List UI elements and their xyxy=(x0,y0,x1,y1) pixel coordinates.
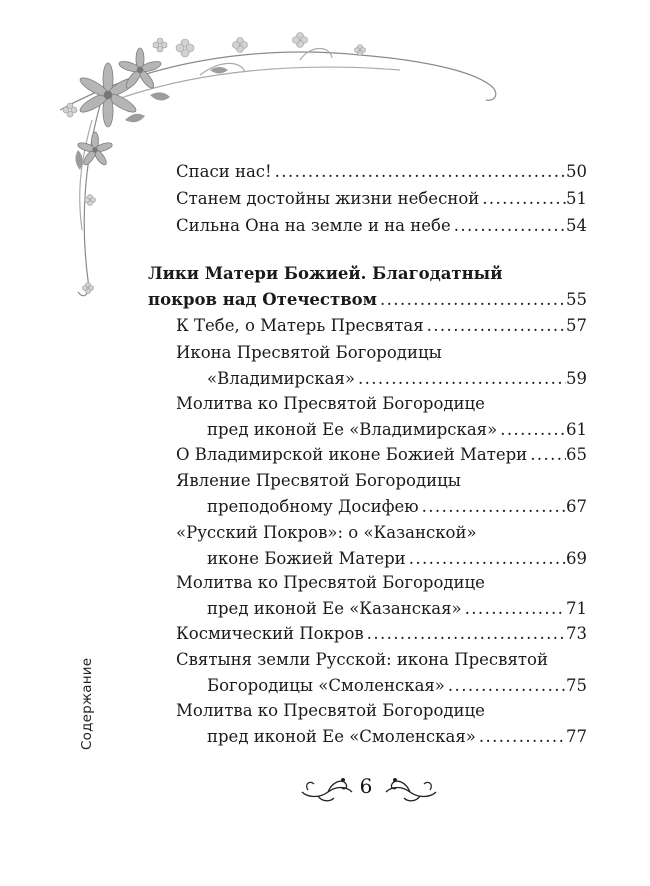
toc-entry-title-cont: Богородицы «Смоленская» xyxy=(207,675,445,695)
toc-entry-title-cont: иконе Божией Матери xyxy=(207,548,406,568)
right-flourish-icon xyxy=(380,768,440,808)
toc-entry-line xyxy=(176,570,587,596)
toc-entry[interactable] xyxy=(176,442,587,468)
dot-leader xyxy=(451,213,566,239)
toc-entry-line xyxy=(176,340,587,366)
toc-entry-line xyxy=(176,186,587,212)
toc-page-number: 54 xyxy=(566,216,587,235)
toc-page-number: 50 xyxy=(566,162,587,181)
toc-entry[interactable] xyxy=(176,698,587,749)
toc-entry-line xyxy=(176,468,587,494)
dot-leader xyxy=(355,366,566,392)
toc-entry-line xyxy=(176,520,587,546)
toc-entry-title-cont: пред иконой Ее «Казанская» xyxy=(207,598,462,618)
toc-entry-title: Молитва ко Пресвятой Богородице xyxy=(176,573,485,592)
toc-entry-line xyxy=(148,261,587,287)
toc-page-number: 71 xyxy=(566,598,587,618)
toc-entry-line xyxy=(176,391,587,417)
toc-entry-line xyxy=(176,647,587,673)
dot-leader xyxy=(364,621,566,647)
dot-leader xyxy=(424,313,566,339)
toc-page-number: 69 xyxy=(566,548,587,568)
toc-entry[interactable] xyxy=(176,186,587,212)
toc-entry-title: Станем достойны жизни небесной xyxy=(176,189,480,208)
toc-entry-title: Спаси нас! xyxy=(176,162,272,181)
toc-page-number: 65 xyxy=(566,445,587,464)
toc-entry-title: К Тебе, о Матерь Пресвятая xyxy=(176,316,424,335)
toc-page-number: 51 xyxy=(566,189,587,208)
toc-section-title: Лики Матери Божией. Благодатный xyxy=(148,264,503,283)
toc-entry-title-cont: «Владимирская» xyxy=(207,368,355,388)
toc-entry-line xyxy=(176,494,587,520)
toc-page-number: 55 xyxy=(566,289,587,309)
toc-entry-line xyxy=(176,159,587,185)
dot-leader xyxy=(497,417,566,443)
toc-entry-line xyxy=(176,366,587,392)
toc-page-number: 59 xyxy=(566,368,587,388)
toc-entry-title-cont: преподобному Досифею xyxy=(207,496,419,516)
toc-entry-title: Космический Покров xyxy=(176,624,364,643)
toc-entry-line xyxy=(176,724,587,750)
toc-entry[interactable] xyxy=(176,468,587,519)
toc-entry[interactable] xyxy=(176,621,587,647)
toc-entry-line xyxy=(176,596,587,622)
toc-entry-title: Икона Пресвятой Богородицы xyxy=(176,343,442,362)
toc-entry-title: Святыня земли Русской: икона Пресвятой xyxy=(176,650,548,669)
toc-entry[interactable] xyxy=(176,391,587,442)
toc-entry-line xyxy=(176,621,587,647)
toc-page-number: 67 xyxy=(566,496,587,516)
toc-entry-line xyxy=(176,698,587,724)
toc-page-number: 61 xyxy=(566,419,587,439)
toc-entry-title: Сильна Она на земле и на небе xyxy=(176,216,451,235)
dot-leader xyxy=(419,494,566,520)
toc-entry-line xyxy=(176,313,587,339)
toc-page-number: 73 xyxy=(566,624,587,643)
toc-entry-title-cont: пред иконой Ее «Смоленская» xyxy=(207,726,476,746)
toc-entry-line xyxy=(176,213,587,239)
running-head-label: Содержание xyxy=(79,657,95,750)
toc-page-number: 57 xyxy=(566,316,587,335)
toc-section-title-cont: покров над Отечеством xyxy=(148,289,378,309)
toc-entry-line xyxy=(176,442,587,468)
toc-entry[interactable] xyxy=(176,520,587,571)
dot-leader xyxy=(479,186,566,212)
dot-leader xyxy=(272,159,566,185)
dot-leader xyxy=(462,596,566,622)
dot-leader xyxy=(406,546,566,572)
toc-entry-line xyxy=(176,673,587,699)
toc-entry[interactable] xyxy=(176,647,587,698)
toc-entry-line xyxy=(176,417,587,443)
toc-entry-title: «Русский Покров»: о «Казанской» xyxy=(176,523,477,542)
dot-leader xyxy=(476,724,566,750)
toc-page-number: 75 xyxy=(566,675,587,695)
toc-entry[interactable] xyxy=(176,159,587,185)
toc-page-number: 77 xyxy=(566,726,587,746)
toc-entry-title-cont: пред иконой Ее «Владимирская» xyxy=(207,419,498,439)
toc-entry-title: Явление Пресвятой Богородицы xyxy=(176,471,461,490)
toc-entry[interactable] xyxy=(176,313,587,339)
page-folio xyxy=(0,768,650,808)
dot-leader xyxy=(377,287,566,313)
toc-entry-title: Молитва ко Пресвятой Богородице xyxy=(176,701,485,720)
toc-entry-title: О Владимирской иконе Божией Матери xyxy=(176,445,528,464)
toc-entry[interactable] xyxy=(176,213,587,239)
dot-leader xyxy=(527,442,566,468)
toc-entry[interactable] xyxy=(176,570,587,621)
left-flourish-icon xyxy=(298,768,358,808)
toc-entry[interactable] xyxy=(176,340,587,391)
toc-section-heading[interactable] xyxy=(148,261,587,312)
toc-entry-title: Молитва ко Пресвятой Богородице xyxy=(176,394,485,413)
toc-entry-line xyxy=(148,287,587,313)
dot-leader xyxy=(445,673,566,699)
toc-entry-line xyxy=(176,546,587,572)
page-number: 6 xyxy=(359,774,373,798)
